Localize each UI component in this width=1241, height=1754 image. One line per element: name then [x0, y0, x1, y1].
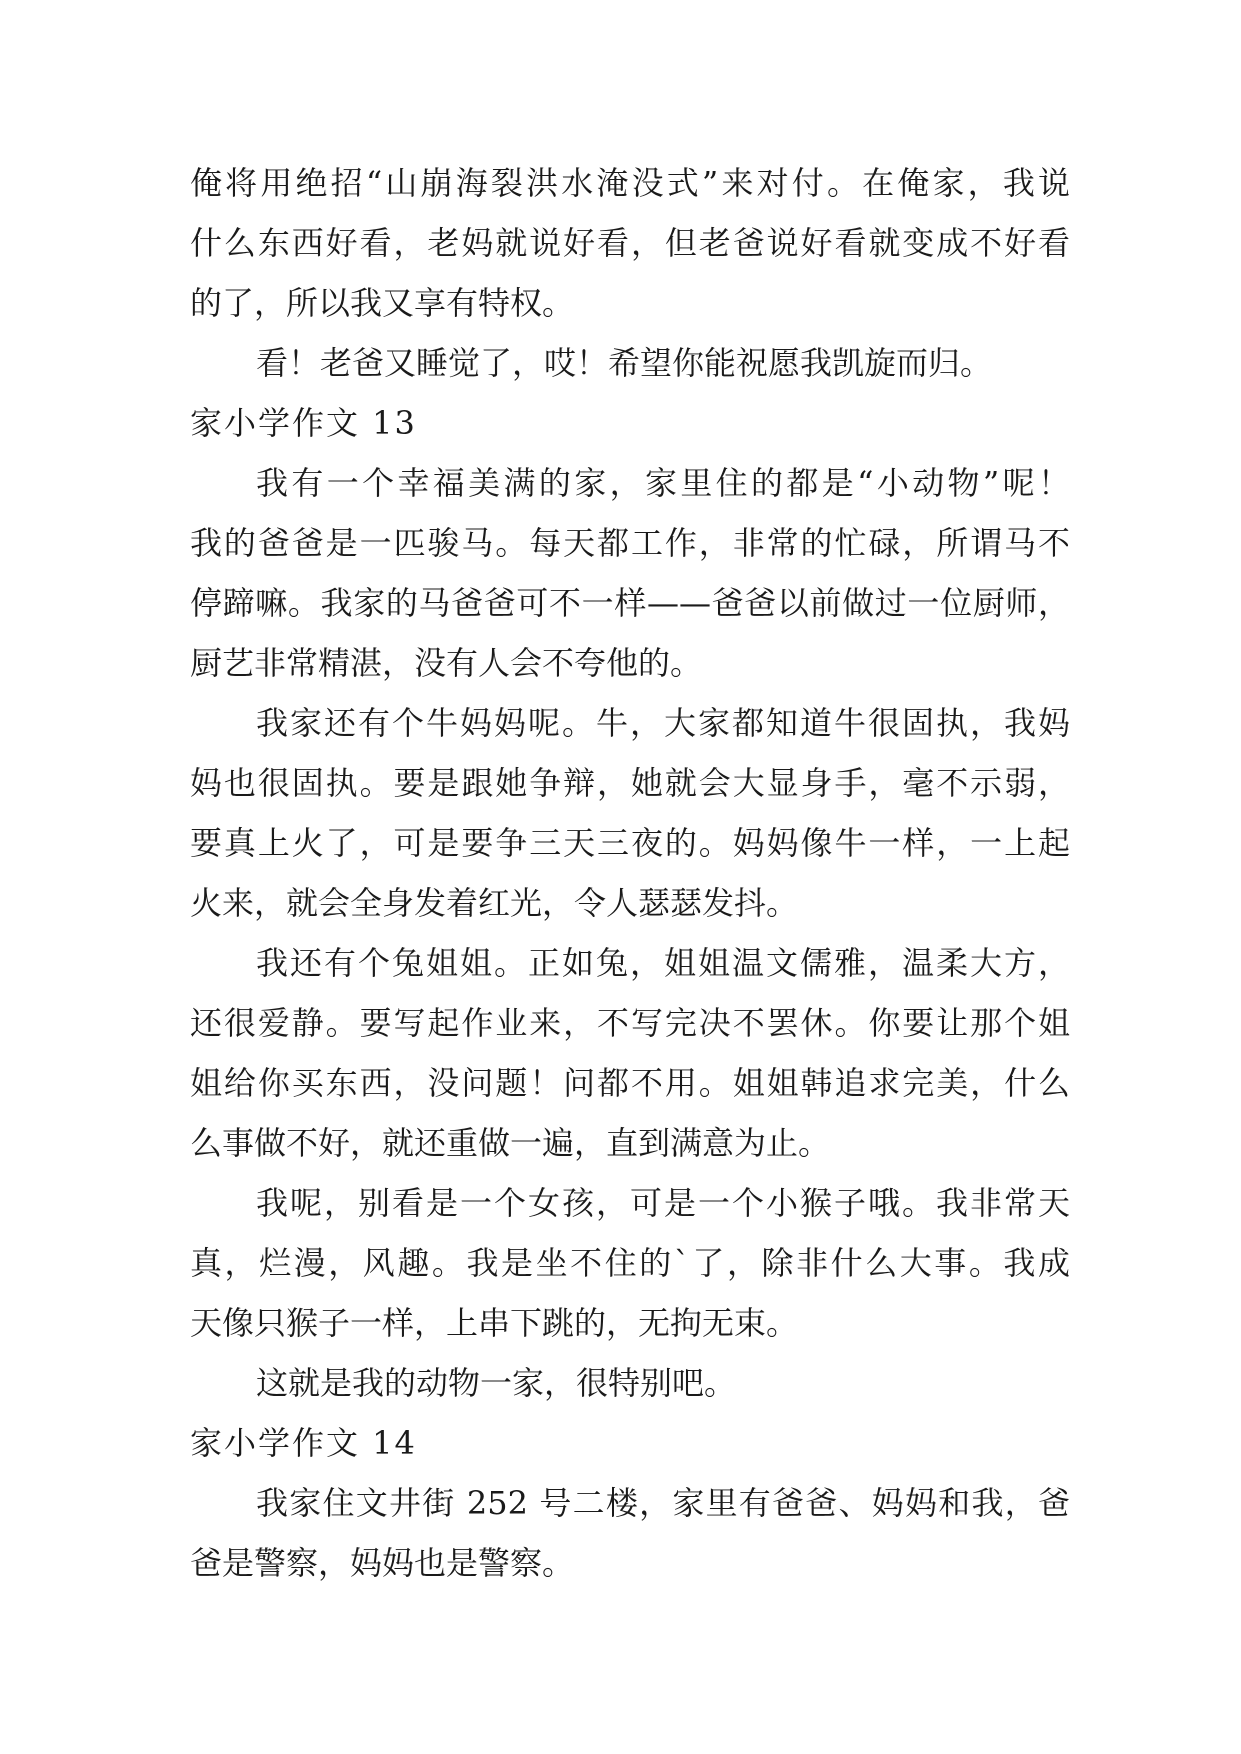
- heading-essay-14: 家小学作文 14: [190, 1424, 417, 1462]
- paragraph-13-me: [190, 1173, 1070, 1353]
- paragraph-line: 我家住文井街 252 号二楼，家里有爸爸、妈妈和我，爸: [256, 1484, 1070, 1522]
- paragraph-line: 我还有个兔姐姐。正如兔，姐姐温文儒雅，温柔大方，: [256, 944, 1070, 982]
- paragraph-line: 这就是我的动物一家，很特别吧。: [256, 1364, 737, 1402]
- paragraph-13-closing: [190, 1353, 1070, 1413]
- paragraph-closing-12: [190, 333, 1070, 393]
- paragraph-line: 妈也很固执。要是跟她争辩，她就会大显身手，毫不示弱，: [190, 764, 1070, 802]
- paragraph-line: 天像只猴子一样，上串下跳的，无拘无束。: [190, 1304, 799, 1342]
- paragraph-line: 还很爱静。要写起作业来，不写完决不罢休。你要让那个姐: [190, 1004, 1070, 1042]
- paragraph-line: 我有一个幸福美满的家，家里住的都是“小动物”呢！: [256, 464, 1070, 502]
- paragraph-line: 厨艺非常精湛，没有人会不夸他的。: [190, 644, 703, 682]
- paragraph-line: 真，烂漫，风趣。我是坐不住的`了，除非什么大事。我成: [190, 1244, 1070, 1282]
- paragraph-line: 我家还有个牛妈妈呢。牛，大家都知道牛很固执，我妈: [256, 704, 1070, 742]
- paragraph-line: 我的爸爸是一匹骏马。每天都工作，非常的忙碌，所谓马不: [190, 524, 1070, 562]
- paragraph-line: 爸是警察，妈妈也是警察。: [190, 1544, 575, 1582]
- paragraph-line: 停蹄嘛。我家的马爸爸可不一样——爸爸以前做过一位厨师，: [190, 584, 1070, 622]
- paragraph-line: 什么东西好看，老妈就说好看，但老爸说好看就变成不好看: [190, 224, 1070, 262]
- paragraph-line: 看！老爸又睡觉了，哎！希望你能祝愿我凯旋而归。: [256, 344, 993, 382]
- paragraph-line: 姐给你买东西，没问题！问都不用。姐姐韩追求完美，什么: [190, 1064, 1070, 1102]
- paragraph-14-intro: [190, 1473, 1070, 1593]
- paragraph-line: 么事做不好，就还重做一遍，直到满意为止。: [190, 1124, 831, 1162]
- paragraph-intro-continued: [190, 153, 1070, 333]
- paragraph-line: 要真上火了，可是要争三天三夜的。妈妈像牛一样，一上起: [190, 824, 1070, 862]
- document-body: [190, 153, 1070, 1593]
- paragraph-line: 俺将用绝招“山崩海裂洪水淹没式”来对付。在俺家，我说: [190, 164, 1070, 202]
- paragraph-line: 我呢，别看是一个女孩，可是一个小猴子哦。我非常天: [256, 1184, 1070, 1222]
- paragraph-line: 的了，所以我又享有特权。: [190, 284, 575, 322]
- paragraph-13-sister: [190, 933, 1070, 1173]
- heading-essay-13: 家小学作文 13: [190, 404, 417, 442]
- paragraph-line: 火来，就会全身发着红光，令人瑟瑟发抖。: [190, 884, 799, 922]
- paragraph-13-mother: [190, 693, 1070, 933]
- paragraph-13-intro: [190, 453, 1070, 693]
